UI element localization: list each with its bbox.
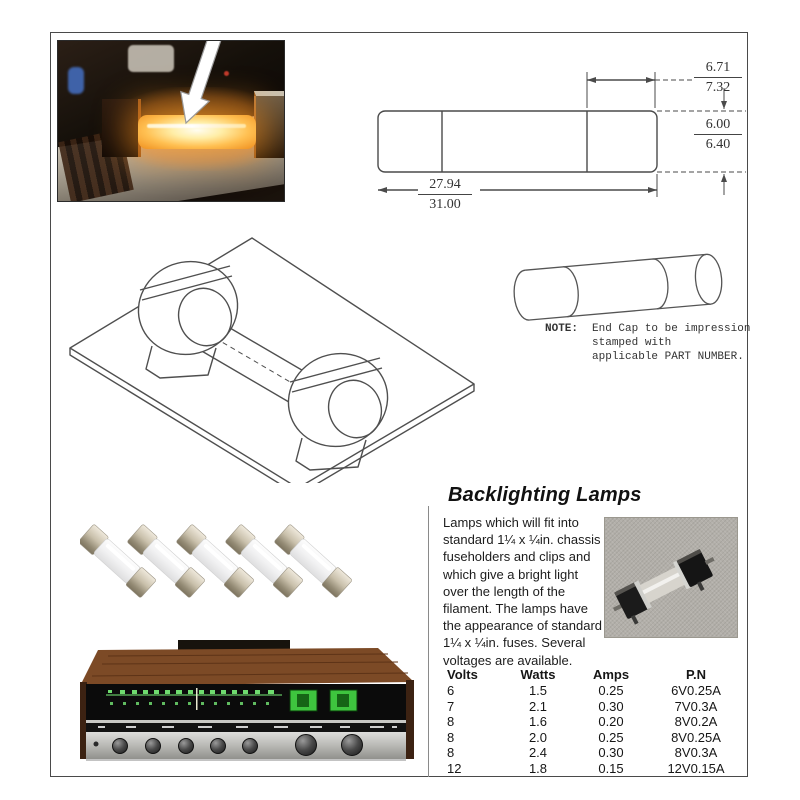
glowing-lamp-photo bbox=[57, 40, 285, 202]
fuse-lamp-row bbox=[80, 524, 352, 598]
cell-amps: 0.30 bbox=[598, 698, 624, 714]
overall-length-total: 31.00 bbox=[429, 197, 461, 212]
cell-pn: 12V0.15A bbox=[667, 760, 725, 776]
cell-volts: 8 bbox=[447, 729, 455, 745]
cap-length-max: 6.71 bbox=[694, 58, 742, 78]
table-row bbox=[443, 699, 745, 715]
cell-watts: 2.4 bbox=[528, 745, 548, 760]
paragraph-line: standard 1¼ x ¼in. chassis bbox=[443, 532, 601, 548]
cell-amps: 0.25 bbox=[598, 683, 624, 698]
table-header-row bbox=[443, 666, 745, 683]
col-header-watts: Watts bbox=[520, 667, 556, 682]
section-divider-line bbox=[428, 506, 429, 777]
col-header-amps: Amps bbox=[592, 667, 630, 682]
cell-watts: 2.1 bbox=[528, 698, 548, 714]
paragraph-line: Lamps which will fit into bbox=[443, 515, 579, 530]
overall-length-dimension bbox=[418, 175, 472, 214]
paragraph-line: which give a bright light bbox=[443, 566, 579, 582]
table-row bbox=[443, 714, 745, 730]
cell-amps: 0.20 bbox=[598, 714, 624, 729]
table-row bbox=[443, 683, 745, 699]
cell-volts: 8 bbox=[447, 714, 455, 729]
pointer-arrow-icon bbox=[58, 41, 285, 202]
cell-volts: 7 bbox=[447, 698, 455, 714]
fuse-lamps-photo bbox=[80, 518, 415, 640]
lamp-cylinder-drawing bbox=[497, 250, 743, 326]
note-lines bbox=[592, 322, 750, 364]
cell-volts: 8 bbox=[447, 745, 455, 760]
paragraph-line: filament. The lamps have bbox=[443, 601, 588, 617]
table-row bbox=[443, 761, 745, 777]
fuse-closeup-photo bbox=[604, 517, 738, 638]
cell-watts: 2.0 bbox=[528, 729, 548, 745]
cell-pn: 6V0.25A bbox=[671, 683, 721, 698]
col-header-pn: P.N bbox=[686, 667, 706, 682]
paragraph-line: 1¼ x ¼in. fuses. Several bbox=[443, 635, 586, 651]
note-line: applicable PART NUMBER. bbox=[592, 351, 744, 363]
fuse-closeup-drawing bbox=[605, 518, 738, 638]
cell-watts: 1.6 bbox=[528, 714, 548, 729]
cap-length-min: 7.32 bbox=[705, 80, 731, 95]
diameter-max: 6.00 bbox=[694, 115, 742, 135]
cell-pn: 8V0.3A bbox=[674, 745, 718, 760]
cell-amps: 0.15 bbox=[598, 760, 624, 776]
cell-amps: 0.30 bbox=[598, 745, 624, 760]
note-label: NOTE: bbox=[545, 323, 579, 335]
cell-pn: 8V0.2A bbox=[674, 714, 718, 729]
note-line: End Cap to be impression bbox=[592, 323, 751, 335]
overall-length-body: 27.94 bbox=[418, 175, 472, 195]
fuse-holder-isometric-drawing bbox=[58, 228, 483, 483]
paragraph-line: over the length of the bbox=[443, 583, 566, 599]
cell-amps: 0.25 bbox=[598, 729, 624, 745]
end-cap-note bbox=[545, 322, 750, 364]
section-paragraph bbox=[443, 514, 621, 669]
cell-watts: 1.8 bbox=[528, 760, 548, 776]
col-header-volts: Volts bbox=[447, 667, 478, 682]
dial-panel bbox=[86, 684, 406, 720]
table-row bbox=[443, 745, 745, 761]
diameter-min: 6.40 bbox=[705, 137, 731, 152]
cell-watts: 1.5 bbox=[528, 683, 548, 698]
table-row bbox=[443, 730, 745, 746]
tuning-pointer bbox=[196, 688, 198, 710]
section-heading: Backlighting Lamps bbox=[448, 484, 642, 506]
paragraph-line: fuseholders and clips and bbox=[443, 549, 591, 565]
stereo-receiver-photo bbox=[78, 640, 414, 770]
cell-pn: 7V0.3A bbox=[674, 698, 718, 714]
cell-volts: 12 bbox=[447, 760, 462, 776]
diameter-dimension bbox=[694, 115, 742, 154]
paragraph-line: the appearance of standard bbox=[443, 618, 603, 634]
lamp-spec-table bbox=[443, 666, 745, 776]
cap-length-dimension bbox=[694, 58, 742, 97]
cell-volts: 6 bbox=[447, 683, 455, 698]
note-line: stamped with bbox=[592, 337, 672, 349]
paragraph-line: voltages are available. bbox=[443, 652, 573, 668]
cell-pn: 8V0.25A bbox=[671, 729, 721, 745]
